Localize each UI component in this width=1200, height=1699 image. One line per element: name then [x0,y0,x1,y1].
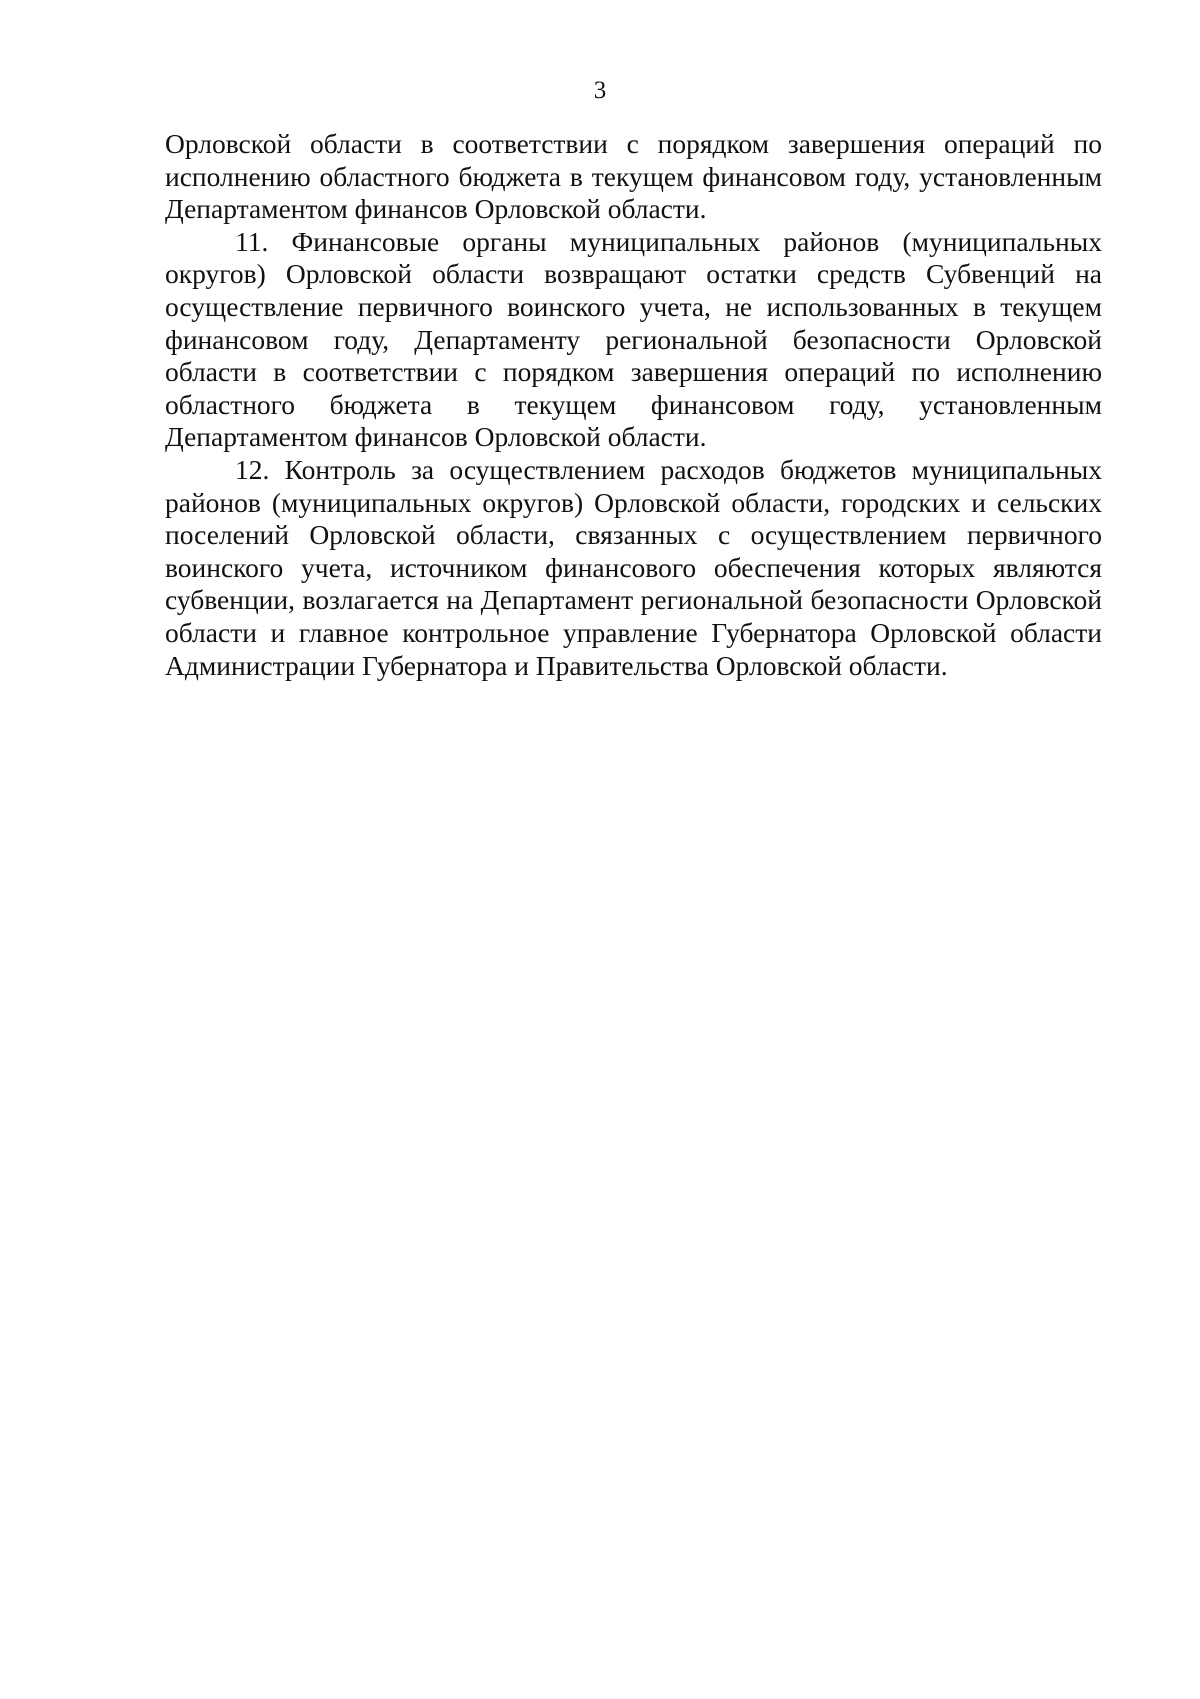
paragraph-11: 11. Финансовые органы муниципальных районов (муниципальных округов) Орловской области возвращают остатки средств Субвенций на осуществление первичного воинского учета, не использованных в текущем финансовом году, Департаменту региональной безопасности Орловской области в соответствии с порядком завершения операций по исполнению областного бюджета в текущем финансовом году, установленным Департаментом финансов Орловской области. [165,225,1102,453]
page-number: 3 [593,77,607,104]
document-body [165,128,1102,682]
paragraph-continuation: Орловской области в соответствии с порядком завершения операций по исполнению областного бюджета в текущем финансовом году, установленным Департаментом финансов Орловской области. [165,128,1102,225]
paragraph-12: 12. Контроль за осуществлением расходов бюджетов муниципальных районов (муниципальных округов) Орловской области, городских и сельских поселений Орловской области, связанных с осуществлением первичного воинского учета, источником финансового обеспечения которых являются субвенции, возлагается на Департамент региональной безопасности Орловской области и главное контрольное управление Губернатора Орловской области Администрации Губернатора и Правительства Орловской области. [165,453,1102,681]
